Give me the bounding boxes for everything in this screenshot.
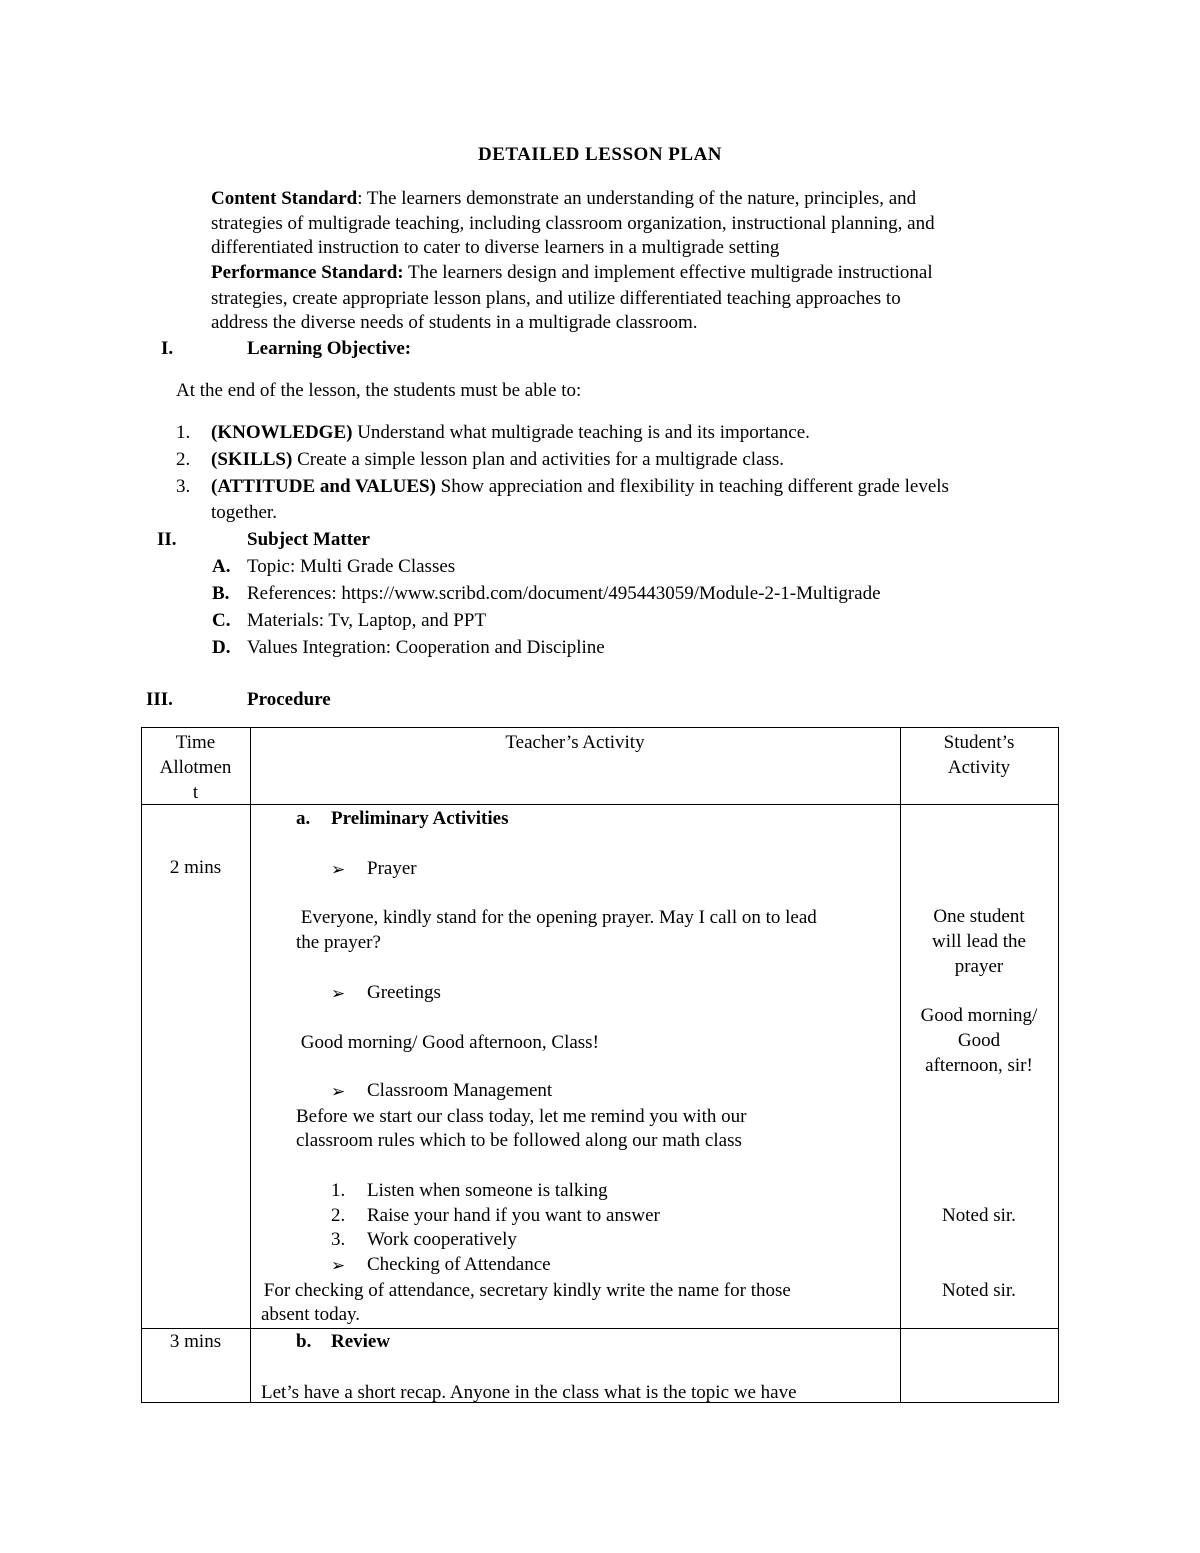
review-text: Let’s have a short recap. Anyone in the class what is the topic we have	[261, 1382, 797, 1403]
prayer-text-line-1: Everyone, kindly stand for the opening prayer. May I call on to lead	[296, 907, 817, 928]
header-student-line-2: Activity	[947, 757, 1011, 778]
rule-3-text: Work cooperatively	[367, 1229, 517, 1250]
subject-item-b-letter: B.	[212, 583, 230, 604]
greetings-label: Greetings	[367, 982, 441, 1003]
classroom-management-text-line-2: classroom rules which to be followed along our math class	[296, 1130, 742, 1151]
student-greeting-response	[900, 1003, 1058, 1078]
row-1-heading: Preliminary Activities	[331, 808, 509, 829]
table-col-divider-1	[250, 727, 251, 1403]
prayer-bullet-icon: ➢	[331, 860, 346, 880]
subject-item-references: References: https://www.scribd.com/document/495443059/Module-2-1-Multigrade	[247, 583, 881, 604]
objective-2	[211, 447, 784, 472]
objective-2-label: (SKILLS)	[211, 449, 293, 470]
student-prayer-line-3: prayer	[954, 956, 1004, 977]
classroom-management-label: Classroom Management	[367, 1080, 553, 1101]
student-prayer-line-2: will lead the	[932, 931, 1026, 952]
student-noted-response-2: Noted sir.	[942, 1280, 1016, 1301]
performance-standard-line-3: address the diverse needs of students in a multigrade classroom.	[211, 312, 698, 333]
student-prayer-response	[900, 904, 1058, 979]
greetings-bullet-icon: ➢	[331, 984, 346, 1004]
row-1-time: 2 mins	[169, 857, 222, 878]
rule-2-text: Raise your hand if you want to answer	[367, 1205, 660, 1226]
attendance-text-line-2: absent today.	[261, 1304, 361, 1325]
section-1-title: Learning Objective:	[247, 338, 412, 359]
header-teacher-activity: Teacher’s Activity	[505, 732, 645, 753]
content-standard-line-1	[211, 186, 916, 211]
row-2-heading: Review	[331, 1331, 391, 1352]
content-standard-line-2: strategies of multigrade teaching, including classroom organization, instructional planning, and	[211, 213, 935, 234]
content-standard-line-3: differentiated instruction to cater to diverse learners in a multigrade setting	[211, 237, 780, 258]
objective-3-continued: together.	[211, 502, 277, 523]
subject-item-a-letter: A.	[212, 556, 231, 577]
subject-item-values: Values Integration: Cooperation and Discipline	[247, 637, 605, 658]
objective-1	[211, 420, 810, 445]
greetings-text: Good morning/ Good afternoon, Class!	[296, 1032, 599, 1053]
objective-3	[211, 474, 949, 499]
objective-1-text: Understand what multigrade teaching is and its importance.	[352, 422, 810, 443]
row-2-time: 3 mins	[169, 1331, 222, 1352]
header-student-line-1: Student’s	[943, 732, 1015, 753]
classroom-management-bullet-icon: ➢	[331, 1082, 346, 1102]
header-time-allotment	[141, 730, 250, 805]
classroom-management-text-line-1: Before we start our class today, let me remind you with our	[296, 1106, 747, 1127]
section-3-title: Procedure	[247, 689, 331, 710]
row-2-heading-letter: b.	[296, 1331, 312, 1352]
student-noted-response-1: Noted sir.	[942, 1205, 1016, 1226]
objective-3-label: (ATTITUDE and VALUES)	[211, 476, 436, 497]
objective-3-text: Show appreciation and flexibility in teaching different grade levels	[435, 476, 949, 497]
attendance-bullet-icon: ➢	[331, 1256, 346, 1276]
section-1-number: I.	[161, 338, 174, 359]
procedure-table	[141, 727, 1059, 1403]
performance-standard-line-1	[211, 260, 933, 285]
objective-1-label: (KNOWLEDGE)	[211, 422, 353, 443]
objective-2-number: 2.	[176, 449, 191, 470]
section-2-number: II.	[157, 529, 177, 550]
table-header-divider	[141, 804, 1059, 805]
student-greeting-line-3: afternoon, sir!	[925, 1055, 1033, 1076]
header-time-line-1: Time	[175, 732, 216, 753]
rule-3-number: 3.	[331, 1229, 346, 1250]
header-student-activity	[900, 730, 1058, 780]
content-standard-text: : The learners demonstrate an understanding of the nature, principles, and	[357, 188, 917, 209]
student-greeting-line-1: Good morning/	[920, 1005, 1038, 1026]
section-2-title: Subject Matter	[247, 529, 370, 550]
subject-item-c-letter: C.	[212, 610, 231, 631]
student-greeting-line-2: Good	[957, 1030, 1001, 1051]
objectives-intro: At the end of the lesson, the students must be able to:	[176, 380, 582, 401]
rule-1-number: 1.	[331, 1180, 346, 1201]
rule-2-number: 2.	[331, 1205, 346, 1226]
header-time-line-2: Allotmen	[159, 757, 232, 778]
row-1-heading-letter: a.	[296, 808, 311, 829]
table-row-divider	[141, 1328, 1059, 1329]
table-border-right	[1058, 727, 1059, 1403]
prayer-label: Prayer	[367, 858, 417, 879]
performance-standard-text: The learners design and implement effective multigrade instructional	[403, 262, 933, 283]
subject-item-materials: Materials: Tv, Laptop, and PPT	[247, 610, 487, 631]
student-prayer-line-1: One student	[933, 906, 1025, 927]
performance-standard-line-2: strategies, create appropriate lesson plans, and utilize differentiated teaching approaches to	[211, 288, 901, 309]
objective-1-number: 1.	[176, 422, 191, 443]
table-border-top	[141, 727, 1059, 728]
table-border-left	[141, 727, 142, 1403]
rule-1-text: Listen when someone is talking	[367, 1180, 608, 1201]
attendance-label: Checking of Attendance	[367, 1254, 551, 1275]
performance-standard-label: Performance Standard:	[211, 262, 404, 283]
attendance-text-line-1: For checking of attendance, secretary kindly write the name for those	[259, 1280, 791, 1301]
header-time-line-3: t	[192, 782, 199, 803]
objective-2-text: Create a simple lesson plan and activities for a multigrade class.	[292, 449, 785, 470]
subject-item-d-letter: D.	[212, 637, 231, 658]
content-standard-label: Content Standard	[211, 188, 358, 209]
document-title: DETAILED LESSON PLAN	[477, 144, 723, 165]
subject-item-topic: Topic: Multi Grade Classes	[247, 556, 456, 577]
section-3-number: III.	[146, 689, 173, 710]
prayer-text-line-2: the prayer?	[296, 932, 381, 953]
objective-3-number: 3.	[176, 476, 191, 497]
